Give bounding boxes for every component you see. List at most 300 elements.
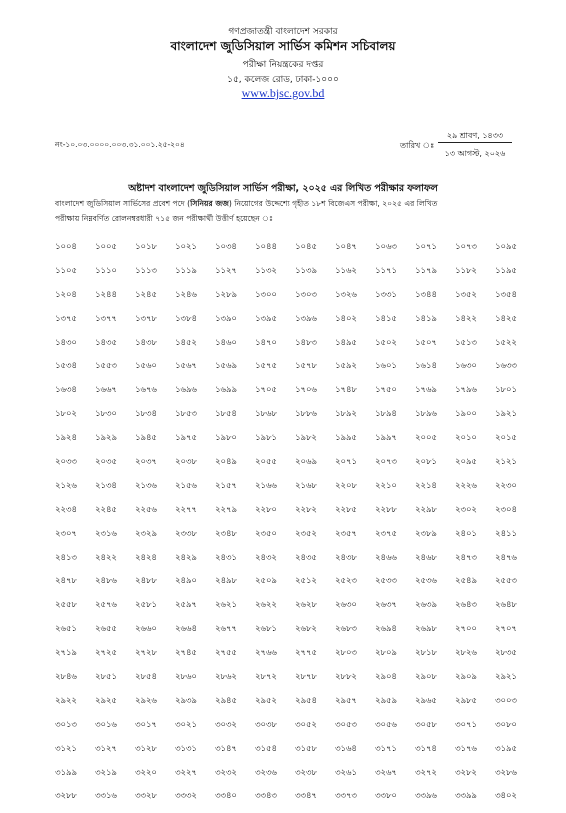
roll-number: ৩০১৭ [135, 718, 157, 729]
roll-number: ১৬৩০ [455, 360, 477, 371]
roll-number: ৩০৮০ [495, 718, 517, 729]
roll-number: ২০৩৫ [95, 456, 117, 467]
roll-number: ২১২১ [495, 456, 517, 467]
date-label: তারিখ ঃ [400, 141, 435, 150]
roll-number: ১১১৩ [135, 264, 157, 275]
roll-number: ২৮০৯ [375, 647, 397, 658]
roll-number: ২০১০ [455, 432, 477, 443]
roll-number: ৩১২৭ [95, 742, 117, 753]
intro-text-part1: বাংলাদেশ জুডিসিয়াল সার্ভিসের প্রবেশ পদে ( [55, 199, 191, 208]
roll-number: ৩০৫২ [295, 718, 317, 729]
roll-number: ২৩০৪ [495, 503, 517, 514]
roll-number: ২৭২৫ [95, 647, 117, 658]
roll-number: ৩১২১ [55, 742, 77, 753]
roll-number: ২৩৪৮ [215, 527, 237, 538]
roll-number: ২৬২১ [215, 599, 237, 610]
roll-number: ১১১০ [95, 264, 117, 275]
roll-number: ২৮২৬ [455, 647, 477, 658]
roll-number: ২৩৮৯ [415, 527, 437, 538]
roll-number: ২২৮২ [295, 503, 317, 514]
roll-number: ১১৮২ [455, 264, 477, 275]
roll-number: ২২৮০ [255, 503, 277, 514]
roll-number: ১৬৩৪ [55, 384, 77, 395]
roll-number: ১৪৯৫ [335, 336, 357, 347]
roll-number: ১৩৫৪ [495, 288, 517, 299]
roll-number: ১৩২৬ [335, 288, 357, 299]
roll-number: ২৬২২ [255, 599, 277, 610]
roll-number: ১৫৩৪ [55, 360, 77, 371]
roll-number: ২৩২৯ [135, 527, 157, 538]
roll-number: ২৫২৩ [335, 575, 357, 586]
roll-number: ৩৩৪৭ [295, 790, 317, 801]
roll-number: ১০০৫ [95, 241, 117, 251]
roll-number: ১১৩২ [255, 264, 277, 275]
roll-number: ২৭৫৫ [215, 647, 237, 658]
roll-number: ২৬৭৭ [215, 623, 237, 634]
roll-number: ২৯২২ [55, 694, 77, 705]
roll-number: ২১৩৪ [95, 479, 117, 490]
roll-number: ১২৪৫ [135, 288, 157, 299]
roll-number: ১১০৫ [55, 264, 77, 275]
roll-number: ২০৭৩ [375, 456, 397, 467]
roll-number: ২৪৭৬ [495, 551, 517, 562]
roll-number: ১৬৩৩ [495, 360, 517, 371]
roll-number: ২২৭৭ [175, 503, 197, 514]
roll-number: ১১৯৫ [495, 264, 517, 275]
roll-number: ১৭০৫ [255, 384, 277, 395]
roll-number: ১৫৯২ [335, 360, 357, 371]
roll-number: ২৭২৮ [135, 647, 157, 658]
date-bangla: ২৯ শ্রাবণ, ১৪৩৩ [446, 131, 504, 140]
roll-number: ১৬১৪ [415, 360, 437, 371]
roll-number: ২৮১৮ [415, 647, 437, 658]
roll-number: ২২০৮ [335, 479, 357, 490]
roll-number: ১৫৭৮ [295, 360, 317, 371]
roll-number: ২৯৫৯ [375, 694, 397, 705]
roll-number: ৩০২১ [175, 718, 197, 729]
roll-number: ২৯৬৫ [415, 694, 437, 705]
roll-number: ১৯৭৫ [175, 432, 197, 443]
roll-number: ২৪০১ [455, 527, 477, 538]
roll-number: ২৩১৬ [95, 527, 117, 538]
roll-number: ২০৫৫ [255, 456, 277, 467]
roll-number: ৩৩১৬ [95, 790, 117, 801]
roll-number: ৩১৭১ [375, 742, 397, 753]
roll-number: ২১২৬ [55, 479, 77, 490]
intro-text-part2: ) নিয়োগের উদ্দেশ্যে গৃহীত ১৮শ বিজেএস পরীক্ষা, ২০২৫ এর লিখিত [228, 199, 438, 208]
roll-number: ১০৬৩ [375, 241, 397, 251]
roll-number: ১৩৩১ [375, 288, 397, 299]
roll-number: ২৬৩৭ [375, 599, 397, 610]
roll-number: ১০৩৪ [215, 241, 237, 251]
roll-number: ৩৪০২ [495, 790, 517, 801]
roll-number: ২৯০৮ [415, 671, 437, 682]
roll-number: ১১২৭ [215, 264, 237, 275]
roll-number: ৩১৬৪ [335, 742, 357, 753]
date-divider [438, 142, 512, 143]
roll-number: ২০৯৫ [455, 456, 477, 467]
roll-number: ১৪২২ [455, 312, 477, 323]
roll-number: ৩১৩১ [175, 742, 197, 753]
roll-number: ২৭০০ [455, 623, 477, 634]
roll-number: ১০৭১ [415, 241, 437, 251]
roll-number: ২৭১৯ [55, 647, 77, 658]
roll-number: ১১৭৯ [415, 264, 437, 275]
roll-number: ২৭৭৫ [295, 647, 317, 658]
roll-number: ১৭৬৯ [415, 384, 437, 395]
roll-number: ১৩৯০ [215, 312, 237, 323]
roll-number: ৩২৩৮ [295, 766, 317, 777]
roll-number: ১৮৩০ [95, 408, 117, 419]
roll-number: ২৯২৬ [135, 694, 157, 705]
roll-number: ২৯৩৯ [175, 694, 197, 705]
roll-number: ১১৬২ [335, 264, 357, 275]
roll-number: ১৩৭৭ [95, 312, 117, 323]
roll-number: ১৪৩৫ [95, 336, 117, 347]
roll-number: ২২৮৮ [375, 503, 397, 514]
roll-number: ৩০১৩ [55, 718, 77, 729]
roll-number: ২৯৫৭ [335, 694, 357, 705]
roll-number: ২২৪৫ [95, 503, 117, 514]
roll-number: ৩২৭২ [415, 766, 437, 777]
roll-number: ২৫৭৬ [95, 599, 117, 610]
roll-number: ২৪১৩ [55, 551, 77, 562]
roll-number: ১৩৭৫ [55, 312, 77, 323]
roll-number: ১৯৮২ [295, 432, 317, 443]
roll-number: ৩০৩২ [215, 718, 237, 729]
roll-number: ১৮০১ [495, 384, 517, 395]
roll-number: ২০০৫ [415, 432, 437, 443]
roll-number: ৩০১৬ [95, 718, 117, 729]
roll-number: ২৩৫০ [255, 527, 277, 538]
roll-number: ২৫৪৯ [455, 575, 477, 586]
roll-number: ১১৩৯ [295, 264, 317, 275]
roll-number: ১৪৭০ [255, 336, 277, 347]
roll-number: ২৬৯৮ [415, 623, 437, 634]
roll-number: ১৮৮৬ [295, 408, 317, 419]
roll-number: ১০২১ [175, 241, 197, 251]
roll-number: ১০৪৫ [295, 241, 317, 251]
roll-number: ১৯২১ [495, 408, 517, 419]
roll-number: ২৬৩০ [335, 599, 357, 610]
roll-number: ৩১৯৫ [495, 742, 517, 753]
website-link[interactable]: www.bjsc.gov.bd [241, 86, 325, 100]
roll-number: ২৯৫৪ [295, 694, 317, 705]
roll-number: ৩২১৯ [95, 766, 117, 777]
department-name: পরীক্ষা নিয়ন্ত্রকের দপ্তর [242, 60, 324, 70]
roll-number: ১৬৭৬ [135, 384, 157, 395]
roll-number: ১৪৩০ [55, 336, 77, 347]
roll-number: ৩২৮২ [455, 766, 477, 777]
roll-number: ৩১২৮ [135, 742, 157, 753]
roll-number: ২৬২৮ [295, 599, 317, 610]
memo-number: নং-১০.০৩.০০০০.০০৩.৩১.০০১.২৫-২০৪ [55, 140, 185, 149]
roll-number: ২৪২৪ [135, 551, 157, 562]
roll-number: ২৬৪৮ [495, 599, 517, 610]
roll-number: ৩০৫৮ [415, 718, 437, 729]
roll-number: ২৪২২ [95, 551, 117, 562]
roll-number: ১২৪৪ [95, 288, 117, 299]
roll-number: ২৪৬৬ [375, 551, 397, 562]
roll-number: ২৮৬২ [215, 671, 237, 682]
roll-number: ২৬৪৩ [455, 599, 477, 610]
roll-number: ২০৩৭ [135, 456, 157, 467]
roll-number: ১৪১৯ [415, 312, 437, 323]
roll-number: ১৬০১ [375, 360, 397, 371]
roll-number: ৩০৫৩ [335, 718, 357, 729]
roll-number: ৩১৯৯ [55, 766, 77, 777]
result-title: অষ্টাদশ বাংলাদেশ জুডিসিয়াল সার্ভিস পরীক্ষা, ২০২৫ এর লিখিত পরীক্ষার ফলাফল [128, 183, 438, 194]
roll-number: ১৫৬৭ [175, 360, 197, 371]
roll-number: ১৪২৫ [495, 312, 517, 323]
roll-number: ৩১৫৮ [295, 742, 317, 753]
roll-number: ২৬৩৯ [415, 599, 437, 610]
date-english: ১৩ আগস্ট, ২০২৬ [444, 149, 506, 158]
organization-name: বাংলাদেশ জুডিসিয়াল সার্ভিস কমিশন সচিবালয় [170, 39, 396, 53]
roll-number: ১৩৮৪ [175, 312, 197, 323]
roll-number: ১০৯৫ [495, 241, 517, 251]
roll-number: ১২৮৯ [215, 288, 237, 299]
roll-number: ১১১৯ [175, 264, 197, 275]
roll-number: ৩৩৩২ [175, 790, 197, 801]
roll-number: ৩৩৪৩ [255, 790, 277, 801]
roll-number: ২৮৫৪ [135, 671, 157, 682]
roll-number: ১৩৭৮ [135, 312, 157, 323]
roll-number: ২১৫৬ [175, 479, 197, 490]
roll-number: ১৬৯৬ [175, 384, 197, 395]
roll-number: ১০৪৪ [255, 241, 277, 251]
roll-number: ২১৬৬ [255, 479, 277, 490]
roll-number: ১৮৯৪ [375, 408, 397, 419]
roll-number: ২৪৩২ [255, 551, 277, 562]
roll-number: ২৮৪৬ [55, 671, 77, 682]
roll-number: ৩৩৯৬ [415, 790, 437, 801]
roll-number: ১৮০২ [55, 408, 77, 419]
roll-number: ১৪১৫ [375, 312, 397, 323]
roll-number: ১৪৫২ [175, 336, 197, 347]
roll-number: ২৫৫৮ [55, 599, 77, 610]
roll-number: ১৫৬০ [135, 360, 157, 371]
roll-number: ১৮৯৬ [415, 408, 437, 419]
roll-number: ৩১৭৬ [455, 742, 477, 753]
roll-number: ২৯৪৫ [215, 694, 237, 705]
roll-number: ২৬৫১ [55, 623, 77, 634]
roll-number: ১০৪৭ [335, 241, 357, 251]
roll-number: ১৯৪৫ [135, 432, 157, 443]
roll-number: ২৫১২ [295, 575, 317, 586]
roll-number: ২১৩৬ [135, 479, 157, 490]
roll-number: ২৬৬৪ [175, 623, 197, 634]
roll-number: ২৩৫২ [295, 527, 317, 538]
roll-number: ১০০৪ [55, 241, 77, 251]
roll-number-grid [46, 240, 526, 813]
roll-number: ২০৭১ [335, 456, 357, 467]
roll-number: ১৭৯৬ [455, 384, 477, 395]
roll-number: ২৬৮১ [255, 623, 277, 634]
roll-number: ১৮৩৪ [135, 408, 157, 419]
roll-number: ২৯২১ [495, 671, 517, 682]
roll-number: ৩৩৯৯ [455, 790, 477, 801]
roll-number: ২২২৬ [455, 479, 477, 490]
roll-number: ২০৩৮ [175, 456, 197, 467]
roll-number: ২৪৩১ [215, 551, 237, 562]
roll-number: ২২৩০ [495, 479, 517, 490]
roll-number: ১৯২৯ [95, 432, 117, 443]
roll-number: ১৪৮৩ [295, 336, 317, 347]
roll-number: ৩২৬৭ [375, 766, 397, 777]
roll-number: ২৯০৪ [375, 671, 397, 682]
roll-number: ২৩৭৫ [375, 527, 397, 538]
roll-number: ২১৬৮ [295, 479, 317, 490]
roll-number: ১৭৫০ [375, 384, 397, 395]
roll-number: ৩২৩৬ [255, 766, 277, 777]
roll-number: ২৬৫৫ [95, 623, 117, 634]
roll-number: ২৮৭২ [255, 671, 277, 682]
roll-number: ১৯৯৭ [375, 432, 397, 443]
roll-number: ১৩৯৫ [255, 312, 277, 323]
roll-number: ২৪৮৮ [135, 575, 157, 586]
roll-number: ২৫৫৩ [495, 575, 517, 586]
roll-number: ১২০৪ [55, 288, 77, 299]
roll-number: ২৪৯০ [175, 575, 197, 586]
roll-number: ২০৪৯ [215, 456, 237, 467]
roll-number: ১০১৮ [135, 241, 157, 251]
roll-number: ৩০৭১ [455, 718, 477, 729]
roll-number: ৩৩৪০ [215, 790, 237, 801]
roll-number: ২৫০৯ [255, 575, 277, 586]
roll-number: ১৮৯২ [335, 408, 357, 419]
roll-number: ২৯৮৫ [455, 694, 477, 705]
roll-number: ২৯২৫ [95, 694, 117, 705]
roll-number: ১৫০২ [375, 336, 397, 347]
roll-number: ৩০৩৮ [255, 718, 277, 729]
roll-number: ২৪৯৮ [215, 575, 237, 586]
roll-number: ২২৯৮ [415, 503, 437, 514]
roll-number: ১৯২৪ [55, 432, 77, 443]
roll-number: ১৫৫৩ [95, 360, 117, 371]
roll-number: ১৩৪৪ [415, 288, 437, 299]
roll-number: ১৯০০ [455, 408, 477, 419]
roll-number: ১৫১৩ [455, 336, 477, 347]
office-address: ১৫, কলেজ রোড, ঢাকা-১০০০ [227, 75, 339, 85]
government-name: গণপ্রজাতন্ত্রী বাংলাদেশ সরকার [228, 27, 338, 37]
roll-number: ২২১৪ [415, 479, 437, 490]
roll-number: ১৫০৭ [415, 336, 437, 347]
roll-number: ২৫৮১ [135, 599, 157, 610]
roll-number: ১৮৫৩ [175, 408, 197, 419]
roll-number: ১৯৮০ [215, 432, 237, 443]
roll-number: ২৮৮২ [335, 671, 357, 682]
roll-number: ২৫৩৩ [375, 575, 397, 586]
roll-number: ১৮৬৮ [255, 408, 277, 419]
roll-number: ২৭০৭ [495, 623, 517, 634]
roll-number: ৩২২৭ [175, 766, 197, 777]
roll-number: ২৪২৯ [175, 551, 197, 562]
roll-number: ৩১৪৭ [215, 742, 237, 753]
roll-number: ৩৩৭৩ [335, 790, 357, 801]
roll-number: ২৪১১ [495, 527, 517, 538]
roll-number: ৩২৬১ [335, 766, 357, 777]
roll-number: ৩২২০ [135, 766, 157, 777]
roll-number: ২৮৩৫ [495, 647, 517, 658]
roll-number: ১১৭১ [375, 264, 397, 275]
roll-number: ২৮৭৮ [295, 671, 317, 682]
roll-number: ২৪৭৩ [455, 551, 477, 562]
roll-number: ২৮৬০ [175, 671, 197, 682]
roll-number: ২৬৯৪ [375, 623, 397, 634]
roll-number: ৩০০৩ [495, 694, 517, 705]
roll-number: ১৪৩৮ [135, 336, 157, 347]
roll-number: ১২৪৬ [175, 288, 197, 299]
roll-number: ২৮৫১ [95, 671, 117, 682]
roll-number: ২৯০৯ [455, 671, 477, 682]
roll-number: ৩৩২৮ [135, 790, 157, 801]
roll-number: ২৫৩৬ [415, 575, 437, 586]
roll-number: ২০৮১ [415, 456, 437, 467]
roll-number: ২৪৬৮ [415, 551, 437, 562]
intro-post-name: সিনিয়র জজ [190, 199, 229, 208]
roll-number: ২৩৫৭ [335, 527, 357, 538]
roll-number: ২৬৮২ [295, 623, 317, 634]
roll-number: ১৫২২ [495, 336, 517, 347]
roll-number: ২০১৫ [495, 432, 517, 443]
roll-number: ১৮৫৪ [215, 408, 237, 419]
roll-number: ১৫৭৫ [255, 360, 277, 371]
intro-line-1 [55, 198, 437, 211]
roll-number: ২৭৬৬ [255, 647, 277, 658]
roll-number: ১০৭৩ [455, 241, 477, 251]
roll-number: ২৮০৩ [335, 647, 357, 658]
roll-number: ২৭৪৫ [175, 647, 197, 658]
roll-number: ১৭৪৮ [335, 384, 357, 395]
roll-number: ২২৮৫ [335, 503, 357, 514]
roll-number: ১৭০৬ [295, 384, 317, 395]
roll-number: ১৬৯৯ [215, 384, 237, 395]
roll-number: ২৪৩৫ [295, 551, 317, 562]
roll-number: ২২১০ [375, 479, 397, 490]
roll-number: ৩১৭৪ [415, 742, 437, 753]
roll-number: ২২৫৬ [135, 503, 157, 514]
roll-number: ২৪৮৬ [95, 575, 117, 586]
roll-number: ২২৭৯ [215, 503, 237, 514]
roll-number: ৩০৫৬ [375, 718, 397, 729]
roll-number: ১৩০০ [255, 288, 277, 299]
roll-number: ১৬৬৭ [95, 384, 117, 395]
roll-number: ২০৬৯ [295, 456, 317, 467]
intro-line-2: পরীক্ষায় নিম্নবর্ণিত রোলনম্বরধারী ৭১৫ জন পরীক্ষার্থী উত্তীর্ণ হয়েছেন ঃ [55, 214, 274, 223]
roll-number: ১৫৬৯ [215, 360, 237, 371]
roll-number: ১৩৯৬ [295, 312, 317, 323]
roll-number: ২৯৫২ [255, 694, 277, 705]
roll-number: ২৬৮৩ [335, 623, 357, 634]
roll-number: ২৬৬০ [135, 623, 157, 634]
roll-number: ১৯৮১ [255, 432, 277, 443]
roll-number: ২৪৩৮ [335, 551, 357, 562]
roll-number: ৩২৩২ [215, 766, 237, 777]
roll-number: ১৯৯৫ [335, 432, 357, 443]
roll-number: ৩২৮৬ [495, 766, 517, 777]
roll-number: ১৪০২ [335, 312, 357, 323]
roll-number: ২৫৯৭ [175, 599, 197, 610]
roll-number: ১৩৫২ [455, 288, 477, 299]
roll-number: ১৪৬০ [215, 336, 237, 347]
roll-number: ২২৩৪ [55, 503, 77, 514]
roll-number: ২০৩৩ [55, 456, 77, 467]
roll-number: ২৩০৭ [55, 527, 77, 538]
roll-number: ২৩০২ [455, 503, 477, 514]
roll-number: ২৩৩৮ [175, 527, 197, 538]
roll-number: ১৩০৩ [295, 288, 317, 299]
